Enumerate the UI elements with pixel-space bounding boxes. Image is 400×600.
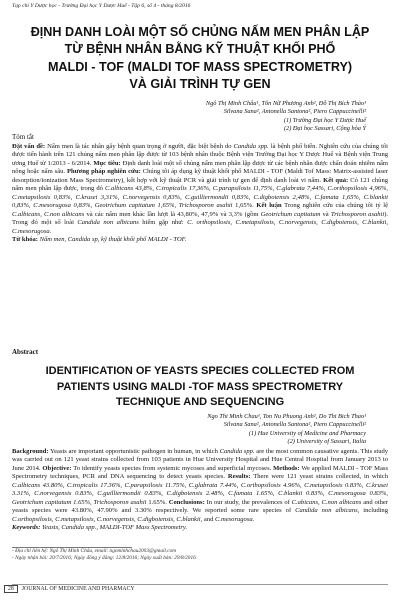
footnote [12,548,196,561]
label-background: Đặt vấn đề: [12,143,46,150]
title-line: MALDI - TOF (MALDI TOF MASS SPECTROMETRY) [47,59,353,74]
title-line: VÀ GIẢI TRÌNH TỰ GEN [129,77,271,92]
abstract-text: In our study, the prevalences of [204,498,292,506]
page-footer [4,586,135,592]
vietnamese-summary [12,143,388,244]
abstract-text: There were 121 yeast strains collected, in which [250,473,388,481]
species-name: Candida spp. [219,448,255,455]
species-name: C.albicans, C.non albicans [12,210,85,218]
keywords-label: Keywords: [12,524,41,532]
abstract-text: and other yeasts species were 43.80%, 47.90% and 3.30% respectively. We reported some rare species of [12,498,388,515]
affiliation: (2) Đại học Sassari, Cộng hòa Ý [283,125,366,132]
species-name: Candida spp. [233,143,269,150]
species-list: C.albicans 43,8%, C.tropicalis 17,36%, C.parapsilosis 11,75%, C.glabrata 7,44%, C.orthopsilosis 4,96%, C.metapsilosis 0,83%, C.krusei 3,31%, C.norvegensis 0,83%, C.guilliermondii 0,83%, C.digboiensis 2,48%, C.famata 1,65%, C.blankii 0,83%, C.mesorugosa 0,83%, Geotrichum capitatum 1,65%, Trichosporon asahii [12,185,388,210]
keywords: Yeasts, Candida spp., MALDI-TOF Mass Spectrometry. [40,524,188,532]
title-line: TECHNIQUE AND SEQUENCING [115,396,285,408]
species-name: C.mesorugosa. [214,515,255,523]
summary-text: hiếm gặp như: [138,219,188,227]
label-conclusion: Conclusions: [168,498,205,506]
author-line: Ngo Thi Minh Chau¹, Ton Nu Phuong Anh², Do Thi Bich Thao¹ [207,413,366,420]
abstract-text: and [202,515,215,523]
label-results: Kết quả: [323,176,349,184]
summary-text: và các nấm men khác lần lượt là 43,80%, 47,9% và 3,3% (gồm [84,210,261,218]
abstract-text: To identify yeasts species from systemic mycoses and superficial mycoses. [71,464,274,472]
label-conclusion: Kết luận [256,202,282,210]
vietnamese-title [20,24,380,94]
species-name: Candida non albicans [77,219,139,227]
species-name: C.abicans, C.non albicans [291,498,362,506]
english-affiliations [249,430,366,446]
contact-line: - Địa chỉ liên hệ: Ngô Thị Minh Châu, email: ngominhchau2003@gmail.com [12,548,177,554]
label-objective: Objective: [42,464,72,472]
summary-text: ). Trong đó một số loài [12,210,389,227]
species-name: Geotrichum capitatum [260,210,321,218]
author-line: Silvana Sana², Antonella Santona², Piero Cappuccinelli² [223,108,366,115]
journal-header: Tạp chí Y Dược học - Trường Đại học Y Dược Huế - Tập 6, số 4 - tháng 8/2016 [12,3,191,9]
abstract-text: 1.65%. [146,498,169,506]
label-methods: Methods: [273,464,300,472]
species-name: Candida non albicans [295,507,358,515]
species-list: C.orthopsilosis, C.metapsilosis, C.norvegensis, C.digboiensis, C.blankii, [12,515,203,523]
summary-text: Trong nghiên cứu của chúng tôi tỷ lệ [281,202,388,210]
summary-text: là bệnh phổ biến. Nghiên cứu của chúng tôi được tiến hành trên 121 chủng nấm men phân lập được từ 103 bệnh nhân thuộc Bệnh viện Trường Đại học Y Dược Huế và Bệnh viện Trung ương Huế từ 1/2013 - 6/2014. [12,143,388,167]
dates-line: - Ngày nhận bài: 20/7/2016; Ngày đồng ý đăng: 12/8/2016; Ngày xuất bản: 29/8/2016 [12,554,196,561]
title-line: IDENTIFICATION OF YEASTS SPECIES COLLECTED FROM [45,365,355,377]
keywords: Nấm men, Candida sp, kỹ thuật khối phổ MALDI - TOF. [37,235,187,243]
label-methods: Phương pháp nghiên cứu: [67,168,141,176]
summary-text: Chúng tôi áp dụng kỹ thuật khối phổ MALDI - TOF (Maldi Tof Mass: Matrix-assisted laser desorption/ionization Mass Spectrometry), kết hợp với kỹ thuật PCR và giải trình tự gen để định danh loài vi nấm. [12,168,388,184]
author-line: Ngô Thị Minh Châu¹, Tôn Nữ Phương Anh², Đỗ Thị Bích Thảo¹ [205,100,366,107]
label-background: Background: [12,448,49,455]
species-name: Trichosporon asahii [330,210,385,218]
journal-name: JOURNAL OF MEDICINE AND PHARMACY [21,586,135,592]
english-abstract [12,448,388,533]
vietnamese-authors [206,100,366,116]
species-list: C. orthopsilosis, C.metapsilosis, C.norvegensis, C.digboiensis, C.blankii, C.mesorugosa. [12,219,388,235]
summary-text: Có 121 chủng nấm men phân lập được, trong đó [12,176,388,193]
footer-divider [12,584,388,585]
summary-text: Nấm men là tác nhân gây bệnh quan trọng ở người, đặc biệt bệnh do [45,143,234,150]
summary-text: 1,65%. [232,202,257,210]
english-title [18,364,382,411]
summary-text: Định danh loài một số chủng nấm men phân lập được từ các bệnh nhân được chẩn đoán nhiễm nấm nông hoặc nấm sâu. [12,159,389,176]
label-results: Results: [227,473,251,481]
abstract-text: , including [357,507,388,515]
abstract-text: are the most common causative agents. This study was carried out on 121 yeast strains collected from 103 patients in Hue University Hospital and Hue Central Hospital from January 2013 to June 2014. [12,448,389,472]
title-line: PATIENTS USING MALDI -TOF MASS SPECTROMETRY [56,380,344,393]
author-line: Silvana Sana², Antonella Santona², Piero Cappuccinelli² [223,421,366,428]
abstract-heading: Abstract [12,348,39,356]
affiliation: (1) Trường Đại học Y Dược Huế [283,117,366,124]
abstract-text: Yeasts are important opportunistic pathogen in human, in which [48,448,220,455]
summary-text: và [320,210,331,218]
affiliation: (2) University of Sassari, Italia [287,438,366,445]
title-line: ĐỊNH DANH LOÀI MỘT SỐ CHỦNG NẤM MEN PHÂN LẬP [30,25,370,39]
vietnamese-affiliations [284,117,366,133]
keywords-label: Từ khóa: [12,235,38,243]
english-authors [207,413,366,429]
affiliation: (1) Hue University of Medicine and Pharmacy [248,430,366,437]
title-line: TỪ BỆNH NHÂN BẰNG KỸ THUẬT KHỐI PHỔ [64,42,336,57]
summary-heading: Tóm tắt [12,133,34,141]
species-list: C.albicans 43.80%, C.tropicalis 17.36%, C.parapsilosis 11.75%, C.glabrata 7.44%, C.orthopsilosis 4.96%, C.metapsilosis 0.83%, C.krusei 3.31%, C.norvegensis 0.83%, C.guilliermondii 0.83%, C.digboiensis 2.48%, C.famata 1.65%, C.blankii 0.83%, C.mesorugosa 0.83%, Geotrichum capitatum 1.65%, Trichosporon asahii [12,481,388,506]
page-number: 28 [4,585,18,593]
label-objective: Mục tiêu: [93,159,121,167]
abstract-text: We applied MALDI - TOF Mass Spectrometry techniques, PCR and DNA sequencing to detect yeasts species. [12,464,388,481]
